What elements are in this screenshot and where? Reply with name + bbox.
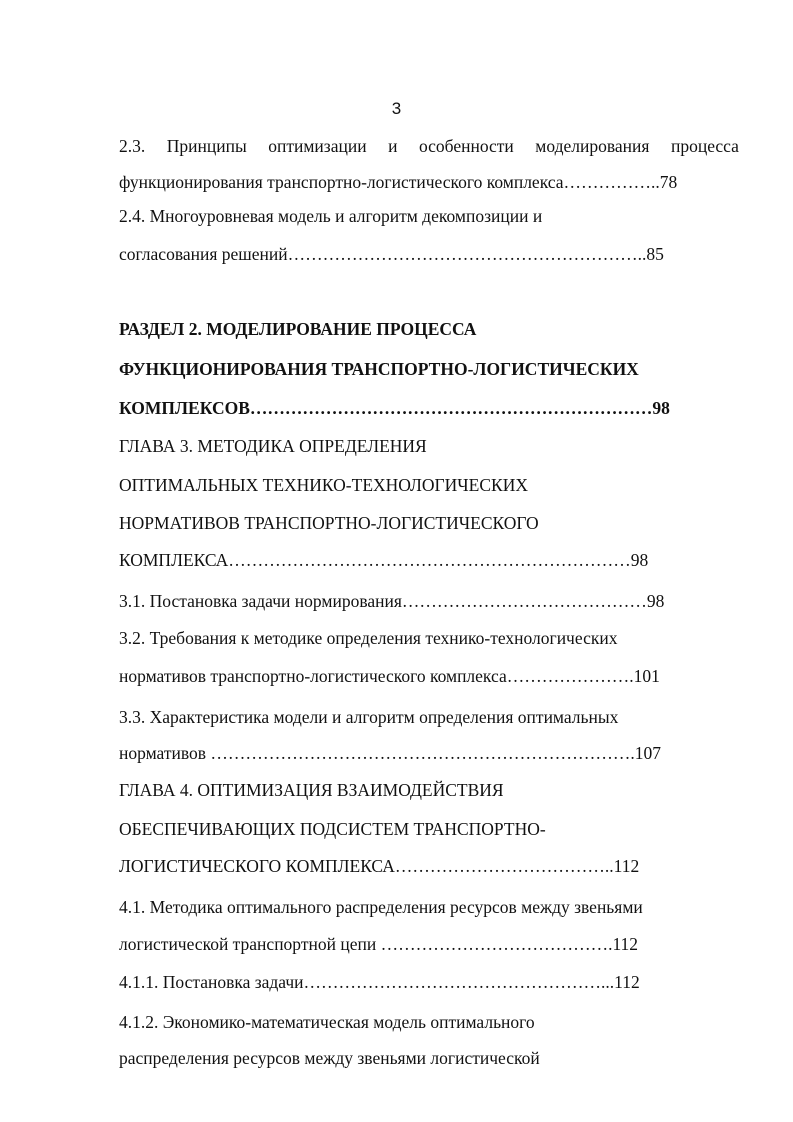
toc-entry-4-1-2-line-2: распределения ресурсов между звеньями логистической <box>119 1048 540 1068</box>
toc-word: Принципы <box>166 136 247 156</box>
toc-entry-2-4-line-2: согласования решений……………………………………………………..85 <box>119 244 664 264</box>
toc-entry-4-1-line-2: логистической транспортной цепи ………………………………….112 <box>119 934 639 954</box>
page-number: 3 <box>391 99 402 118</box>
toc-chapter-3-line-3: НОРМАТИВОВ ТРАНСПОРТНО-ЛОГИСТИЧЕСКОГО <box>119 513 539 533</box>
toc-entry-4-1-1: 4.1.1. Постановка задачи……………………………………………...112 <box>119 972 640 992</box>
toc-word: процесса <box>670 136 739 156</box>
toc-chapter-4-line-3: ЛОГИСТИЧЕСКОГО КОМПЛЕКСА………………………………..112 <box>119 856 640 876</box>
toc-entry-2-3-line-2: функционирования транспортно-логистического комплекса……………..78 <box>119 172 678 192</box>
toc-entry-3-1: 3.1. Постановка задачи нормирования……………………………………98 <box>119 591 665 611</box>
toc-word: и <box>388 136 398 156</box>
toc-entry-2-3-line-1 <box>119 134 739 158</box>
toc-word: оптимизации <box>268 136 367 156</box>
toc-entry-3-3-line-1: 3.3. Характеристика модели и алгоритм определения оптимальных <box>119 707 619 727</box>
toc-word: 2.3. <box>119 136 146 156</box>
toc-entry-4-1-2-line-1: 4.1.2. Экономико-математическая модель оптимального <box>119 1012 535 1032</box>
toc-entry-3-3-line-2: нормативов ……………………………………………………………….107 <box>119 743 662 763</box>
toc-entry-3-2-line-2: нормативов транспортно-логистического комплекса………………….101 <box>119 666 660 686</box>
toc-chapter-3-line-1: ГЛАВА 3. МЕТОДИКА ОПРЕДЕЛЕНИЯ <box>119 436 427 456</box>
toc-section-2-line-1: РАЗДЕЛ 2. МОДЕЛИРОВАНИЕ ПРОЦЕССА <box>119 319 477 339</box>
toc-section-2-line-3: КОМПЛЕКСОВ……………………………………………………………98 <box>119 398 670 418</box>
toc-entry-4-1-line-1: 4.1. Методика оптимального распределения ресурсов между звеньями <box>119 897 643 917</box>
toc-chapter-3-line-2: ОПТИМАЛЬНЫХ ТЕХНИКО-ТЕХНОЛОГИЧЕСКИХ <box>119 475 528 495</box>
toc-chapter-4-line-1: ГЛАВА 4. ОПТИМИЗАЦИЯ ВЗАИМОДЕЙСТВИЯ <box>119 780 504 800</box>
toc-section-2-line-2: ФУНКЦИОНИРОВАНИЯ ТРАНСПОРТНО-ЛОГИСТИЧЕСКИХ <box>119 359 639 379</box>
toc-chapter-4-line-2: ОБЕСПЕЧИВАЮЩИХ ПОДСИСТЕМ ТРАНСПОРТНО- <box>119 819 546 839</box>
toc-chapter-3-line-4: КОМПЛЕКСА……………………………………………………………98 <box>119 550 649 570</box>
toc-entry-3-2-line-1: 3.2. Требования к методике определения технико-технологических <box>119 628 618 648</box>
toc-word: особенности <box>418 136 514 156</box>
toc-word: моделирования <box>535 136 650 156</box>
toc-entry-2-4-line-1: 2.4. Многоуровневая модель и алгоритм декомпозиции и <box>119 206 543 226</box>
